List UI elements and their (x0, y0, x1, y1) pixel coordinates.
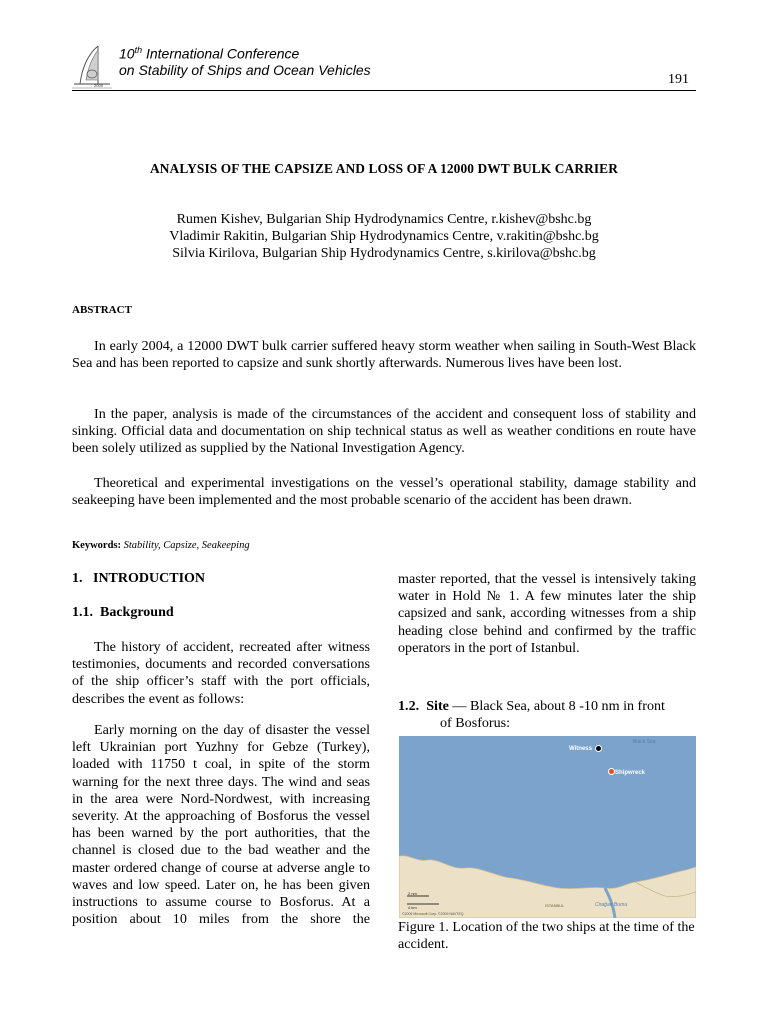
author-line: Vladimir Rakitin, Bulgarian Ship Hydrodynamics Centre, v.rakitin@bshc.bg (169, 229, 599, 244)
site-number: 1.2. (398, 698, 420, 714)
section-number: 1. (72, 571, 83, 586)
logo-year: 2009 (94, 83, 103, 88)
author-line: Rumen Kishev, Bulgarian Ship Hydrodynamics Centre, r.kishev@bshc.bg (176, 212, 592, 227)
witness-marker (595, 745, 602, 752)
keywords-value: Stability, Capsize, Seakeeping (123, 540, 250, 551)
shipwreck-marker (608, 768, 615, 775)
conference-logo (70, 44, 114, 92)
subsection-title: Background (100, 605, 174, 620)
header-rule (72, 90, 696, 91)
author-line: Silvia Kirilova, Bulgarian Ship Hydrodynamics Centre, s.kirilova@bshc.bg (172, 246, 596, 261)
body-paragraph: The history of accident, recreated after witness testimonies, documents and recorded conversations of the ship officer’s staff with the port officials, describes the event as follows: (72, 639, 370, 707)
subsection-number: 1.1. (72, 605, 93, 620)
sea-label: Black Sea (633, 739, 656, 745)
site-text: — Black Sea, about 8 -10 nm in front (448, 698, 665, 714)
conference-title-text: International Conference (142, 45, 300, 62)
conference-title-line2: on Stability of Ships and Ocean Vehicles (119, 61, 371, 78)
ordinal-suffix: th (134, 45, 143, 55)
site-label: Site (426, 698, 449, 714)
page-number: 191 (668, 72, 689, 87)
strait-label: Cirağan Burnu (595, 902, 628, 908)
body-paragraph: Early morning on the day of disaster the vessel left Ukrainian port Yuzhny for Gebze (Turkey), loaded with 11750 t coal, in spite of the storm warning for the next three days. The wind and seas in the area were Nord-Nordwest, with increasing severity. At the approaching of Bosforus the vessel has been warned by the port authorities, that the channel is closed due to the bad weather and the master ordered change of course at adverse angle to waves and low speed. Later on, he has been given instructions to assume course to Bosforus. At a position about 10 miles from the shore the (72, 722, 370, 928)
site-heading (398, 698, 698, 732)
witness-label: Witness (569, 746, 592, 752)
conference-title-line1 (119, 42, 371, 62)
section-title: INTRODUCTION (93, 571, 206, 586)
subsection-heading (72, 605, 174, 621)
section-heading (72, 571, 205, 587)
site-map (399, 736, 696, 918)
scale-km-label: 4 km (408, 905, 417, 910)
abstract-heading: ABSTRACT (72, 304, 132, 316)
site-text-line2: of Bosforus: (440, 715, 511, 732)
paper-title: ANALYSIS OF THE CAPSIZE AND LOSS OF A 12000 DWT BULK CARRIER (150, 161, 618, 176)
abstract-paragraph: In early 2004, a 12000 DWT bulk carrier suffered heavy storm weather when sailing in South-West Black Sea and has been reported to capsize and sunk shortly afterwards. Numerous lives have been lost. (72, 338, 696, 372)
author-list (0, 211, 768, 262)
map-copyright: ©2009 Microsoft Corp. ©2009 NAVTEQ (402, 912, 464, 916)
keywords-label: Keywords: (72, 540, 121, 551)
city-label: ISTANBUL (545, 903, 565, 908)
keywords (72, 540, 250, 551)
shipwreck-label: Shipwreck (615, 770, 646, 776)
conference-number: 10 (119, 45, 135, 62)
scale-nm-label: 2 nm (408, 891, 417, 896)
figure-caption: Figure 1. Location of the two ships at the time of the accident. (398, 919, 695, 953)
abstract-paragraph: In the paper, analysis is made of the circumstances of the accident and consequent loss of stability and sinking. Official data and documentation on ship technical status as well as weather conditions en route have been solely utilized as supplied by the National Investigation Agency. (72, 406, 696, 457)
conference-header (119, 42, 371, 78)
body-paragraph: master reported, that the vessel is intensively taking water in Hold № 1. A few minutes later the ship capsized and sank, according witnesses from a ship heading close behind and confirmed by the traffic operators in the port of Istanbul. (398, 571, 696, 656)
abstract-paragraph: Theoretical and experimental investigations on the vessel’s operational stability, damage stability and seakeeping have been implemented and the most probable scenario of the accident has been drawn. (72, 475, 696, 509)
